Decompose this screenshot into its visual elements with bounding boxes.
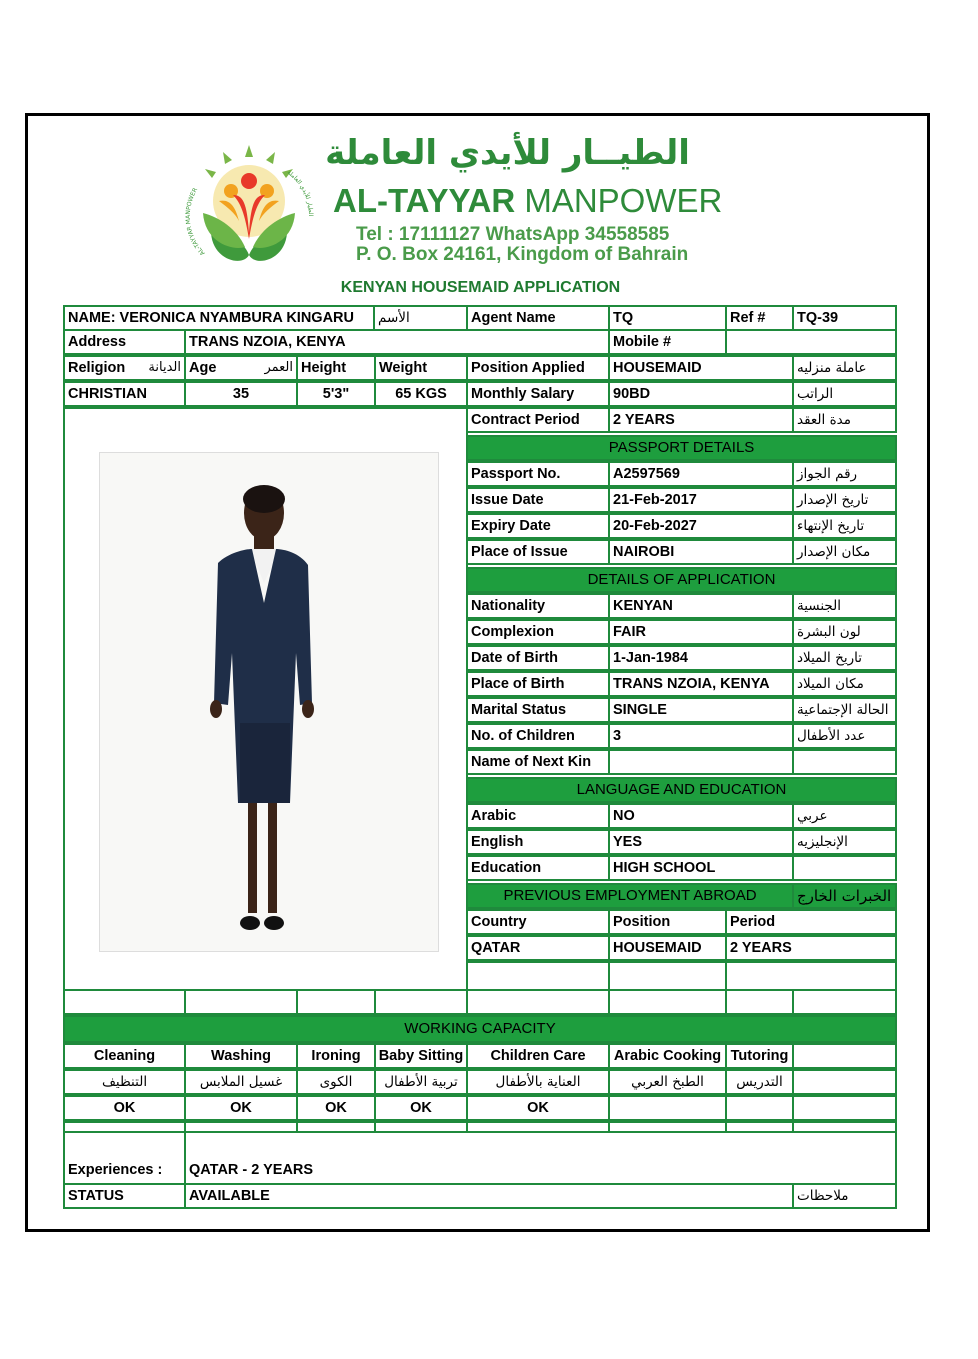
employment-country-value: QATAR bbox=[466, 935, 610, 961]
position-applied-arabic: عاملة منزليه bbox=[792, 355, 897, 381]
capacity-item-value bbox=[608, 1095, 727, 1121]
application-row-arabic: عدد الأطفال bbox=[792, 723, 897, 749]
passport-row-value: NAIROBI bbox=[608, 539, 794, 565]
application-row-value: TRANS NZOIA, KENYA bbox=[608, 671, 794, 697]
language-row-arabic bbox=[792, 855, 897, 881]
mobile-value bbox=[725, 329, 897, 355]
employment-empty-cell bbox=[725, 961, 897, 991]
passport-row-arabic: تاريخ الإنتهاء bbox=[792, 513, 897, 539]
agent-name-value: TQ bbox=[608, 305, 727, 331]
contract-period-label: Contract Period bbox=[466, 407, 610, 433]
language-education-header: LANGUAGE AND EDUCATION bbox=[466, 777, 897, 803]
applicant-photo bbox=[99, 452, 439, 952]
name-label-arabic: الأسم bbox=[373, 305, 468, 331]
address-value: TRANS NZOIA, KENYA bbox=[184, 329, 610, 355]
application-row-arabic bbox=[792, 749, 897, 775]
capacity-item-label: Cleaning bbox=[63, 1043, 186, 1069]
spacer-cell bbox=[725, 989, 794, 1015]
company-name bbox=[333, 182, 722, 220]
passport-row-label: Place of Issue bbox=[466, 539, 610, 565]
weight-label: Weight bbox=[374, 355, 468, 381]
language-row-arabic: الإنجليزيه bbox=[792, 829, 897, 855]
capacity-item-arabic: التنظيف bbox=[63, 1069, 186, 1095]
age-value: 35 bbox=[184, 381, 298, 407]
passport-row-arabic: تاريخ الإصدار bbox=[792, 487, 897, 513]
company-name-rest: MANPOWER bbox=[515, 182, 723, 219]
capacity-item-label: Arabic Cooking bbox=[608, 1043, 727, 1069]
religion-label-ar: الديانة bbox=[148, 360, 181, 375]
capacity-item-value: OK bbox=[296, 1095, 376, 1121]
passport-row-value: A2597569 bbox=[608, 461, 794, 487]
application-row-value: FAIR bbox=[608, 619, 794, 645]
application-row-arabic: الحالة الإجتماعية bbox=[792, 697, 897, 723]
capacity-item-arabic: التدريس bbox=[725, 1069, 794, 1095]
capacity-item-label: Baby Sitting bbox=[374, 1043, 468, 1069]
application-row-label: Date of Birth bbox=[466, 645, 610, 671]
language-row-arabic: عربي bbox=[792, 803, 897, 829]
employment-col-period: Period bbox=[725, 909, 897, 935]
age-label bbox=[184, 355, 298, 381]
capacity-item-value: OK bbox=[466, 1095, 610, 1121]
application-row-arabic: الجنسية bbox=[792, 593, 897, 619]
employment-col-country: Country bbox=[466, 909, 610, 935]
application-row-label: Place of Birth bbox=[466, 671, 610, 697]
application-row-label: Name of Next Kin bbox=[466, 749, 610, 775]
status-value: AVAILABLE bbox=[184, 1183, 794, 1209]
ref-label: Ref # bbox=[725, 305, 794, 331]
contract-period-arabic: مدة العقد bbox=[792, 407, 897, 433]
language-row-label: Arabic bbox=[466, 803, 610, 829]
passport-row-arabic: رقم الجواز bbox=[792, 461, 897, 487]
spacer-cell bbox=[608, 989, 727, 1015]
application-row-label: Nationality bbox=[466, 593, 610, 619]
employment-position-value: HOUSEMAID bbox=[608, 935, 727, 961]
application-row-value: KENYAN bbox=[608, 593, 794, 619]
monthly-salary-label: Monthly Salary bbox=[466, 381, 610, 407]
experiences-label: Experiences : bbox=[63, 1131, 186, 1185]
form-title: KENYAN HOUSEMAID APPLICATION bbox=[340, 279, 621, 296]
passport-row-label: Issue Date bbox=[466, 487, 610, 513]
capacity-item-label: Children Care bbox=[466, 1043, 610, 1069]
address-label: Address bbox=[63, 329, 186, 355]
height-value: 5'3" bbox=[296, 381, 376, 407]
capacity-empty-cell bbox=[792, 1043, 897, 1069]
religion-value: CHRISTIAN bbox=[63, 381, 186, 407]
position-applied-value: HOUSEMAID bbox=[608, 355, 794, 381]
employment-empty-cell bbox=[608, 961, 727, 991]
application-row-value bbox=[608, 749, 794, 775]
mobile-label: Mobile # bbox=[608, 329, 727, 355]
capacity-item-value bbox=[725, 1095, 794, 1121]
capacity-item-arabic: غسيل الملابس bbox=[184, 1069, 298, 1095]
spacer-cell bbox=[63, 989, 186, 1015]
capacity-empty-cell bbox=[792, 1069, 897, 1095]
capacity-item-value: OK bbox=[63, 1095, 186, 1121]
passport-details-header: PASSPORT DETAILS bbox=[466, 435, 897, 461]
status-label: STATUS bbox=[63, 1183, 186, 1209]
application-row-value: SINGLE bbox=[608, 697, 794, 723]
application-row-value: 1-Jan-1984 bbox=[608, 645, 794, 671]
language-row-value: HIGH SCHOOL bbox=[608, 855, 794, 881]
application-row-label: No. of Children bbox=[466, 723, 610, 749]
spacer-cell bbox=[296, 989, 376, 1015]
passport-row-value: 20-Feb-2027 bbox=[608, 513, 794, 539]
application-row-arabic: تاريخ الميلاد bbox=[792, 645, 897, 671]
spacer-cell bbox=[792, 989, 897, 1015]
capacity-item-value: OK bbox=[374, 1095, 468, 1121]
position-applied-label: Position Applied bbox=[466, 355, 610, 381]
spacer-cell bbox=[466, 989, 610, 1015]
working-capacity-header: WORKING CAPACITY bbox=[63, 1015, 897, 1043]
passport-row-value: 21-Feb-2017 bbox=[608, 487, 794, 513]
application-details-header: DETAILS OF APPLICATION bbox=[466, 567, 897, 593]
monthly-salary-value: 90BD bbox=[608, 381, 794, 407]
capacity-item-value: OK bbox=[184, 1095, 298, 1121]
experiences-value: QATAR - 2 YEARS bbox=[184, 1131, 897, 1185]
capacity-item-label: Tutoring bbox=[725, 1043, 794, 1069]
svg-text:الطيار للأيدي العاملة: الطيار للأيدي العاملة bbox=[285, 168, 315, 217]
contact-phone-line: Tel : 17111127 WhatsApp 34558585 bbox=[356, 224, 670, 245]
age-label-en: Age bbox=[189, 360, 217, 376]
capacity-item-arabic: تربية الأطفال bbox=[374, 1069, 468, 1095]
spacer-cell bbox=[184, 989, 298, 1015]
capacity-item-arabic: الكوى bbox=[296, 1069, 376, 1095]
employment-period-value: 2 YEARS bbox=[725, 935, 897, 961]
company-logo-emblem bbox=[183, 143, 315, 271]
employment-empty-cell bbox=[466, 961, 610, 991]
application-row-arabic: مكان الميلاد bbox=[792, 671, 897, 697]
previous-employment-header: PREVIOUS EMPLOYMENT ABROAD bbox=[466, 883, 794, 909]
ref-value: TQ-39 bbox=[792, 305, 897, 331]
language-row-label: English bbox=[466, 829, 610, 855]
capacity-empty-cell bbox=[792, 1095, 897, 1121]
monthly-salary-arabic: الراتب bbox=[792, 381, 897, 407]
agent-name-label: Agent Name bbox=[466, 305, 610, 331]
language-row-value: NO bbox=[608, 803, 794, 829]
passport-row-label: Expiry Date bbox=[466, 513, 610, 539]
svg-text:AL-TAYYAR MANPOWER: AL-TAYYAR MANPOWER bbox=[184, 186, 207, 257]
religion-label bbox=[63, 355, 186, 381]
previous-employment-header-arabic: الخبرات الخارج bbox=[792, 883, 897, 909]
spacer-cell bbox=[374, 989, 468, 1015]
company-name-bold: AL-TAYYAR bbox=[333, 182, 516, 219]
application-row-label: Marital Status bbox=[466, 697, 610, 723]
application-row-arabic: لون البشرة bbox=[792, 619, 897, 645]
application-row-label: Complexion bbox=[466, 619, 610, 645]
capacity-item-arabic: الطبخ العربي bbox=[608, 1069, 727, 1095]
application-row-value: 3 bbox=[608, 723, 794, 749]
contact-address-line: P. O. Box 24161, Kingdom of Bahrain bbox=[356, 244, 689, 265]
remarks-label-arabic: ملاحظات bbox=[792, 1183, 897, 1209]
passport-row-label: Passport No. bbox=[466, 461, 610, 487]
employment-col-position: Position bbox=[608, 909, 727, 935]
capacity-item-label: Ironing bbox=[296, 1043, 376, 1069]
capacity-item-arabic: العناية بالأطفال bbox=[466, 1069, 610, 1095]
language-row-label: Education bbox=[466, 855, 610, 881]
passport-row-arabic: مكان الإصدار bbox=[792, 539, 897, 565]
company-name-arabic: الطيــار للأيدي العاملة bbox=[325, 133, 690, 173]
weight-value: 65 KGS bbox=[374, 381, 468, 407]
height-label: Height bbox=[296, 355, 376, 381]
name-cell: NAME: VERONICA NYAMBURA KINGARU bbox=[63, 305, 375, 331]
capacity-item-label: Washing bbox=[184, 1043, 298, 1069]
language-row-value: YES bbox=[608, 829, 794, 855]
age-label-ar: العمر bbox=[264, 360, 293, 375]
religion-label-en: Religion bbox=[68, 360, 126, 376]
contract-period-value: 2 YEARS bbox=[608, 407, 794, 433]
